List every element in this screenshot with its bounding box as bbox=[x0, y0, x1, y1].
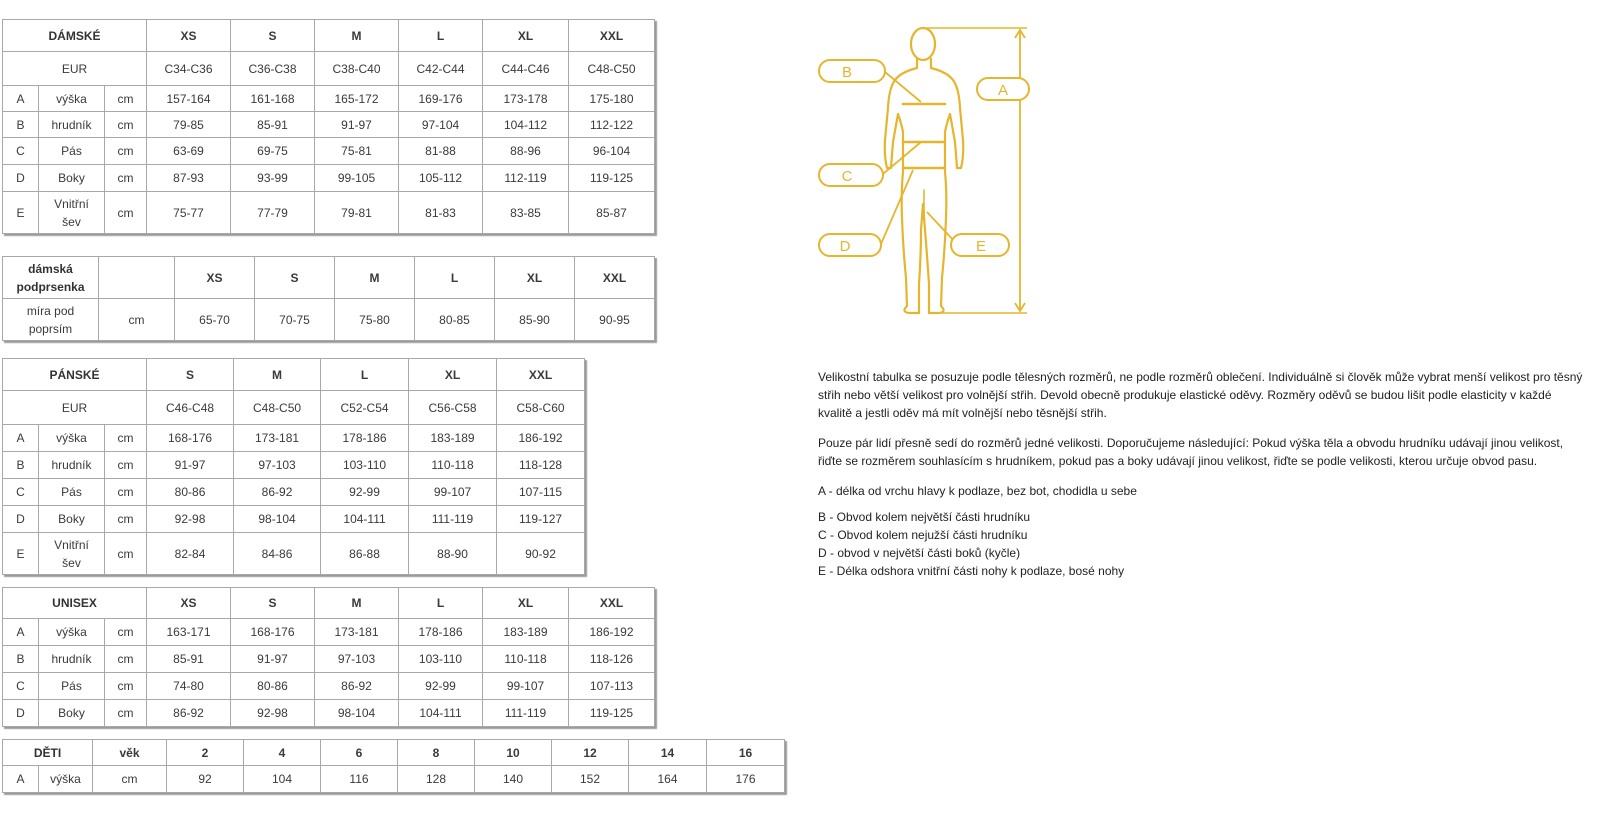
row-name: výška bbox=[39, 425, 105, 452]
kids-title: DĚTI bbox=[3, 740, 93, 766]
cell-value: 92-99 bbox=[399, 673, 483, 700]
row-name-line: míra pod bbox=[26, 303, 75, 318]
row-unit: cm bbox=[105, 138, 147, 165]
mens-size-table bbox=[2, 358, 585, 575]
cell-value: 83-85 bbox=[483, 192, 569, 234]
cell-value: 110-118 bbox=[483, 646, 569, 673]
table-row bbox=[3, 165, 655, 192]
table-row bbox=[3, 506, 585, 533]
womens-title: DÁMSKÉ bbox=[3, 20, 147, 52]
bra-title-line: podprsenka bbox=[16, 279, 85, 294]
row-unit: cm bbox=[93, 766, 167, 793]
table-row bbox=[3, 425, 585, 452]
label-a: A bbox=[997, 82, 1009, 99]
row-name: hrudník bbox=[39, 112, 105, 138]
empty-cell bbox=[99, 257, 175, 299]
row-code: C bbox=[3, 673, 39, 700]
age-header: 14 bbox=[629, 740, 707, 766]
table-row bbox=[3, 766, 785, 793]
description-paragraph-2: Pouze pár lidí přesně sedí do rozměrů jedné velikosti. Doporučujeme následující: Pokud výška těla a obvodu hrudníku udávají jinou velikost, řiďte se rozměrem souhlasícím s hrudníkem, pokud pas a boky udávají jinou velikost, řiďte se podle velikosti, kterou určuje obvod pasu. bbox=[818, 436, 1564, 468]
table-row bbox=[3, 86, 655, 112]
legend-e: E - Délka odshora vnitřní části nohy k podlaze, bosé nohy bbox=[818, 564, 1125, 578]
row-name: hrudník bbox=[39, 452, 105, 479]
row-unit: cm bbox=[105, 533, 147, 575]
cell-value: 93-99 bbox=[231, 165, 315, 192]
eur-size: C38-C40 bbox=[315, 52, 399, 86]
row-code: E bbox=[3, 533, 39, 575]
cell-value: 90-95 bbox=[575, 299, 655, 341]
eur-size: C52-C54 bbox=[321, 391, 409, 425]
row-name-line: poprsím bbox=[28, 321, 73, 336]
row-unit: cm bbox=[105, 479, 147, 506]
cell-value: 86-92 bbox=[147, 700, 231, 727]
cell-value: 84-86 bbox=[234, 533, 321, 575]
size-header: XL bbox=[483, 20, 569, 52]
cell-value: 69-75 bbox=[231, 138, 315, 165]
row-name: hrudník bbox=[39, 646, 105, 673]
table-row bbox=[3, 479, 585, 506]
row-unit: cm bbox=[105, 452, 147, 479]
cell-value: 99-107 bbox=[483, 673, 569, 700]
cell-value: 165-172 bbox=[315, 86, 399, 112]
row-code: C bbox=[3, 479, 39, 506]
cell-value: 79-81 bbox=[315, 192, 399, 234]
cell-value: 173-181 bbox=[315, 619, 399, 646]
cell-value: 90-92 bbox=[497, 533, 585, 575]
row-code: A bbox=[3, 619, 39, 646]
table-row bbox=[3, 112, 655, 138]
cell-value: 104-112 bbox=[483, 112, 569, 138]
legend-d: D - obvod v největší části boků (kyčle) bbox=[818, 546, 1021, 560]
size-header: XS bbox=[147, 20, 231, 52]
cell-value: 98-104 bbox=[315, 700, 399, 727]
cell-value: 82-84 bbox=[147, 533, 234, 575]
cell-value: 128 bbox=[398, 766, 475, 793]
cell-value: 168-176 bbox=[147, 425, 234, 452]
cell-value: 81-88 bbox=[399, 138, 483, 165]
row-name: Boky bbox=[39, 700, 105, 727]
cell-value: 178-186 bbox=[399, 619, 483, 646]
size-header: L bbox=[415, 257, 495, 299]
row-code: E bbox=[3, 192, 39, 234]
cell-value: 111-119 bbox=[409, 506, 497, 533]
cell-value: 87-93 bbox=[147, 165, 231, 192]
eur-label: EUR bbox=[3, 52, 147, 86]
eur-size: C58-C60 bbox=[497, 391, 585, 425]
row-name-line: šev bbox=[62, 555, 81, 570]
row-code: B bbox=[3, 646, 39, 673]
cell-value: 168-176 bbox=[231, 619, 315, 646]
table-row bbox=[3, 700, 655, 727]
cell-value: 107-115 bbox=[497, 479, 585, 506]
cell-value: 75-81 bbox=[315, 138, 399, 165]
label-b: B bbox=[841, 64, 853, 81]
cell-value: 92-98 bbox=[231, 700, 315, 727]
size-guide-description bbox=[818, 368, 1588, 580]
cell-value: 88-90 bbox=[409, 533, 497, 575]
age-label: věk bbox=[93, 740, 167, 766]
cell-value: 119-125 bbox=[569, 165, 655, 192]
cell-value: 183-189 bbox=[483, 619, 569, 646]
size-header: L bbox=[399, 588, 483, 619]
cell-value: 65-70 bbox=[175, 299, 255, 341]
eur-size: C46-C48 bbox=[147, 391, 234, 425]
cell-value: 104-111 bbox=[399, 700, 483, 727]
size-header: S bbox=[255, 257, 335, 299]
legend-b: B - Obvod kolem největší části hrudníku bbox=[818, 510, 1031, 524]
bra-title bbox=[3, 257, 99, 299]
cell-value: 91-97 bbox=[231, 646, 315, 673]
cell-value: 80-86 bbox=[147, 479, 234, 506]
cell-value: 92 bbox=[167, 766, 244, 793]
size-header: L bbox=[399, 20, 483, 52]
size-header: S bbox=[147, 359, 234, 391]
cell-value: 173-178 bbox=[483, 86, 569, 112]
cell-value: 85-87 bbox=[569, 192, 655, 234]
cell-value: 74-80 bbox=[147, 673, 231, 700]
row-name: výška bbox=[39, 619, 105, 646]
eur-size: C42-C44 bbox=[399, 52, 483, 86]
cell-value: 140 bbox=[475, 766, 552, 793]
size-header: M bbox=[335, 257, 415, 299]
row-name: Boky bbox=[39, 165, 105, 192]
cell-value: 80-85 bbox=[415, 299, 495, 341]
eur-size: C48-C50 bbox=[234, 391, 321, 425]
eur-size: C44-C46 bbox=[483, 52, 569, 86]
table-row bbox=[3, 619, 655, 646]
size-header: XL bbox=[409, 359, 497, 391]
cell-value: 97-104 bbox=[399, 112, 483, 138]
cell-value: 116 bbox=[321, 766, 398, 793]
eur-size: C36-C38 bbox=[231, 52, 315, 86]
size-header: S bbox=[231, 588, 315, 619]
row-name: Pás bbox=[39, 673, 105, 700]
cell-value: 75-80 bbox=[335, 299, 415, 341]
cell-value: 176 bbox=[707, 766, 785, 793]
cell-value: 161-168 bbox=[231, 86, 315, 112]
legend-a: A - délka od vrchu hlavy k podlaze, bez bot, chodidla u sebe bbox=[818, 484, 1137, 498]
cell-value: 85-90 bbox=[495, 299, 575, 341]
row-unit: cm bbox=[105, 86, 147, 112]
measurement-legend bbox=[818, 508, 1588, 580]
table-row bbox=[3, 192, 655, 234]
cell-value: 110-118 bbox=[409, 452, 497, 479]
unisex-title: UNISEX bbox=[3, 588, 147, 619]
cell-value: 99-107 bbox=[409, 479, 497, 506]
age-header: 10 bbox=[475, 740, 552, 766]
size-header: XXL bbox=[575, 257, 655, 299]
size-header: XS bbox=[147, 588, 231, 619]
cell-value: 157-164 bbox=[147, 86, 231, 112]
cell-value: 99-105 bbox=[315, 165, 399, 192]
description-paragraph-1: Velikostní tabulka se posuzuje podle tělesných rozměrů, ne podle rozměrů oblečení. Individuálně si člověk může vybrat menší velikost pro těsný střih nebo větší velikost pro volnější střih. Devold obecně produkuje elastické oděvy. Rozměry oděvů se budou lišit podle elasticity v každé kvalitě a jestli oděv má mít volnější nebo těsnější střih. bbox=[818, 370, 1583, 420]
row-unit: cm bbox=[105, 506, 147, 533]
cell-value: 173-181 bbox=[234, 425, 321, 452]
row-code: B bbox=[3, 452, 39, 479]
size-header: XL bbox=[495, 257, 575, 299]
cell-value: 85-91 bbox=[147, 646, 231, 673]
row-code: A bbox=[3, 86, 39, 112]
legend-c: C - Obvod kolem nejužší části hrudníku bbox=[818, 528, 1028, 542]
row-unit: cm bbox=[105, 646, 147, 673]
size-header: XL bbox=[483, 588, 569, 619]
age-header: 4 bbox=[244, 740, 321, 766]
row-name bbox=[39, 192, 105, 234]
row-name bbox=[3, 299, 99, 341]
table-row bbox=[3, 138, 655, 165]
eur-size: C34-C36 bbox=[147, 52, 231, 86]
row-code: D bbox=[3, 165, 39, 192]
size-header: XXL bbox=[569, 588, 655, 619]
cell-value: 98-104 bbox=[234, 506, 321, 533]
cell-value: 75-77 bbox=[147, 192, 231, 234]
cell-value: 163-171 bbox=[147, 619, 231, 646]
bra-size-table bbox=[2, 256, 655, 341]
eur-size: C48-C50 bbox=[569, 52, 655, 86]
size-header: M bbox=[315, 588, 399, 619]
cell-value: 119-125 bbox=[569, 700, 655, 727]
cell-value: 175-180 bbox=[569, 86, 655, 112]
cell-value: 63-69 bbox=[147, 138, 231, 165]
row-name: výška bbox=[39, 86, 105, 112]
cell-value: 86-88 bbox=[321, 533, 409, 575]
cell-value: 81-83 bbox=[399, 192, 483, 234]
age-header: 6 bbox=[321, 740, 398, 766]
cell-value: 97-103 bbox=[315, 646, 399, 673]
bra-title-line: dámská bbox=[28, 261, 73, 276]
cell-value: 70-75 bbox=[255, 299, 335, 341]
table-row bbox=[3, 673, 655, 700]
size-header: XXL bbox=[497, 359, 585, 391]
cell-value: 112-119 bbox=[483, 165, 569, 192]
cell-value: 164 bbox=[629, 766, 707, 793]
label-c: C bbox=[841, 168, 853, 185]
size-header: L bbox=[321, 359, 409, 391]
age-header: 8 bbox=[398, 740, 475, 766]
row-code: D bbox=[3, 506, 39, 533]
cell-value: 186-192 bbox=[569, 619, 655, 646]
cell-value: 91-97 bbox=[147, 452, 234, 479]
row-code: C bbox=[3, 138, 39, 165]
size-header: M bbox=[315, 20, 399, 52]
cell-value: 79-85 bbox=[147, 112, 231, 138]
womens-size-table bbox=[2, 19, 655, 234]
row-unit: cm bbox=[105, 165, 147, 192]
leader-e bbox=[927, 212, 955, 242]
cell-value: 92-99 bbox=[321, 479, 409, 506]
age-header: 2 bbox=[167, 740, 244, 766]
cell-value: 88-96 bbox=[483, 138, 569, 165]
mens-title: PÁNSKÉ bbox=[3, 359, 147, 391]
row-name: Pás bbox=[39, 479, 105, 506]
cell-value: 91-97 bbox=[315, 112, 399, 138]
figure-head bbox=[911, 28, 935, 60]
table-row bbox=[3, 646, 655, 673]
row-name-line: šev bbox=[62, 214, 81, 229]
cell-value: 97-103 bbox=[234, 452, 321, 479]
table-row bbox=[3, 533, 585, 575]
age-header: 16 bbox=[707, 740, 785, 766]
figure-body bbox=[885, 59, 964, 313]
cell-value: 80-86 bbox=[231, 673, 315, 700]
row-unit: cm bbox=[105, 425, 147, 452]
row-name bbox=[39, 533, 105, 575]
cell-value: 85-91 bbox=[231, 112, 315, 138]
row-code: A bbox=[3, 425, 39, 452]
cell-value: 183-189 bbox=[409, 425, 497, 452]
row-unit: cm bbox=[105, 700, 147, 727]
eur-label: EUR bbox=[3, 391, 147, 425]
row-name-line: Vnitřní bbox=[54, 537, 89, 552]
cell-value: 103-110 bbox=[399, 646, 483, 673]
cell-value: 152 bbox=[552, 766, 629, 793]
row-name: výška bbox=[39, 766, 93, 793]
table-row bbox=[3, 452, 585, 479]
leader-d bbox=[881, 170, 913, 244]
cell-value: 86-92 bbox=[234, 479, 321, 506]
label-e: E bbox=[975, 238, 987, 255]
cell-value: 105-112 bbox=[399, 165, 483, 192]
cell-value: 169-176 bbox=[399, 86, 483, 112]
label-d: D bbox=[839, 238, 851, 255]
kids-size-table bbox=[2, 739, 785, 793]
row-code: A bbox=[3, 766, 39, 793]
row-code: D bbox=[3, 700, 39, 727]
size-header: M bbox=[234, 359, 321, 391]
cell-value: 119-127 bbox=[497, 506, 585, 533]
row-unit: cm bbox=[105, 112, 147, 138]
row-unit: cm bbox=[105, 619, 147, 646]
cell-value: 104-111 bbox=[321, 506, 409, 533]
size-header: XXL bbox=[569, 20, 655, 52]
row-unit: cm bbox=[99, 299, 175, 341]
cell-value: 104 bbox=[244, 766, 321, 793]
cell-value: 92-98 bbox=[147, 506, 234, 533]
table-row bbox=[3, 299, 655, 341]
row-name: Pás bbox=[39, 138, 105, 165]
eur-size: C56-C58 bbox=[409, 391, 497, 425]
cell-value: 96-104 bbox=[569, 138, 655, 165]
row-unit: cm bbox=[105, 192, 147, 234]
row-unit: cm bbox=[105, 673, 147, 700]
row-name-line: Vnitřní bbox=[54, 196, 89, 211]
cell-value: 178-186 bbox=[321, 425, 409, 452]
body-measurement-figure bbox=[815, 22, 1055, 322]
age-header: 12 bbox=[552, 740, 629, 766]
cell-value: 186-192 bbox=[497, 425, 585, 452]
unisex-size-table bbox=[2, 587, 655, 727]
cell-value: 107-113 bbox=[569, 673, 655, 700]
size-header: XS bbox=[175, 257, 255, 299]
cell-value: 112-122 bbox=[569, 112, 655, 138]
row-code: B bbox=[3, 112, 39, 138]
cell-value: 111-119 bbox=[483, 700, 569, 727]
cell-value: 118-128 bbox=[497, 452, 585, 479]
cell-value: 103-110 bbox=[321, 452, 409, 479]
cell-value: 86-92 bbox=[315, 673, 399, 700]
cell-value: 118-126 bbox=[569, 646, 655, 673]
cell-value: 77-79 bbox=[231, 192, 315, 234]
row-name: Boky bbox=[39, 506, 105, 533]
size-header: S bbox=[231, 20, 315, 52]
